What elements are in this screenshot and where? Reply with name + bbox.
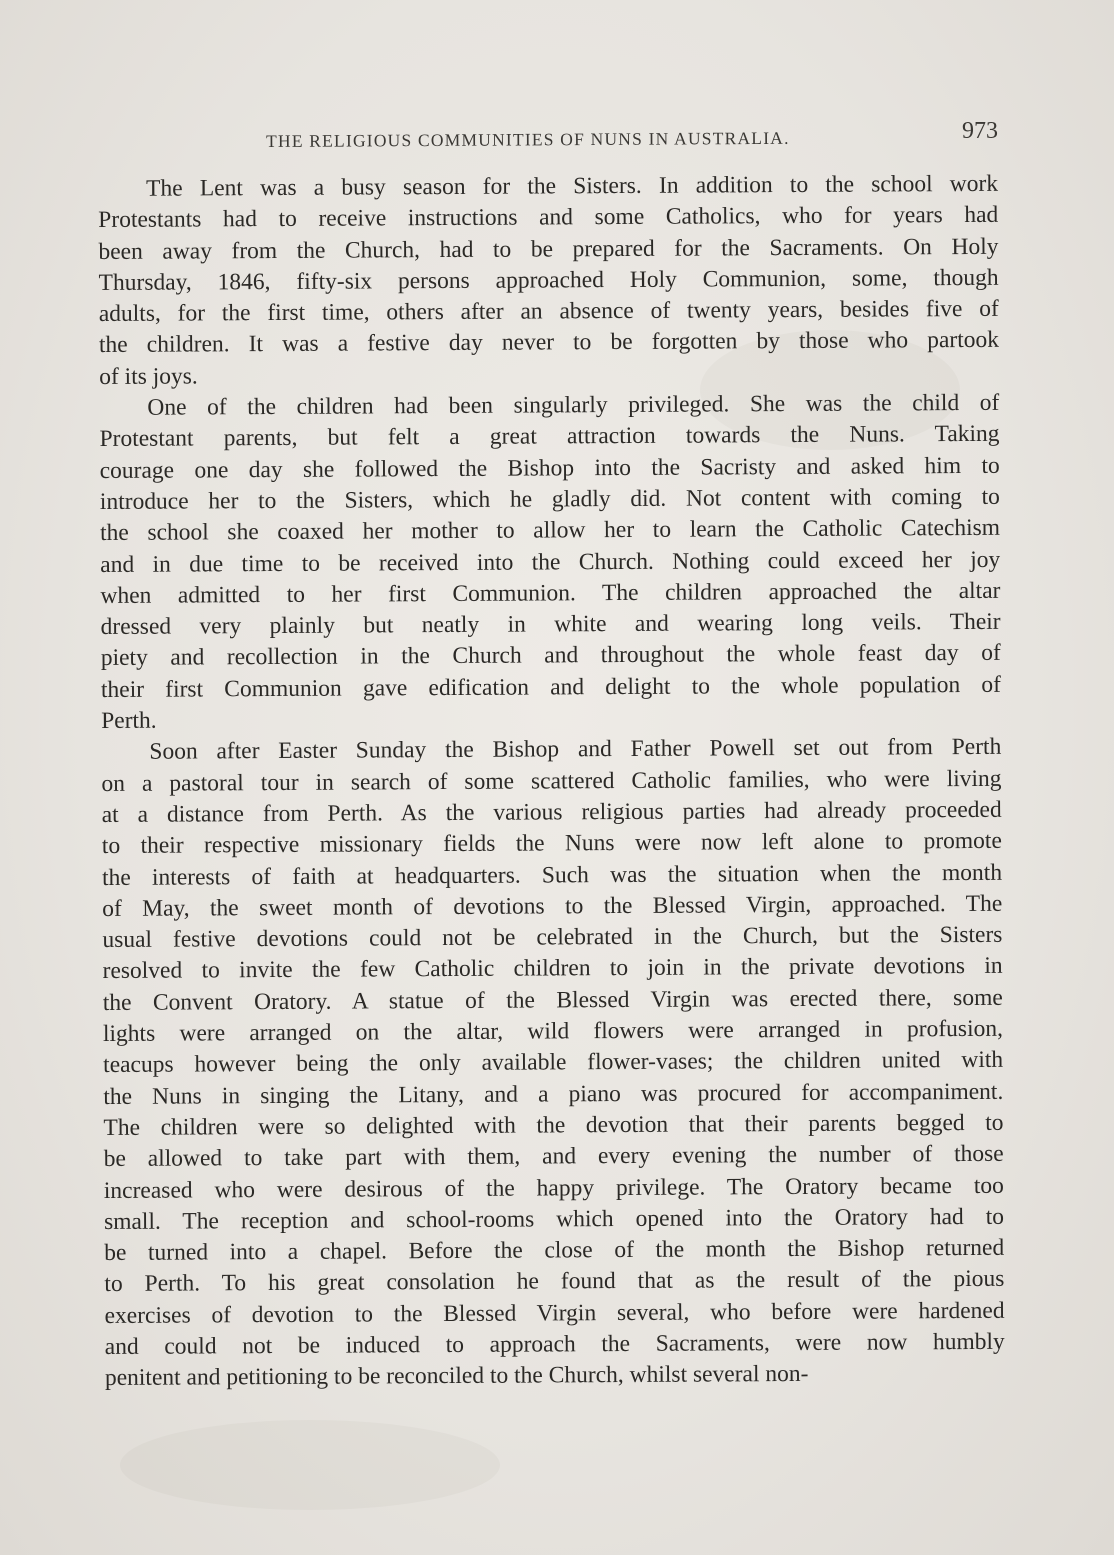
- text-line: adults, for the first time, others after an absence of twenty years, besides five of: [98, 296, 999, 328]
- text-line: penitent and petitioning to be reconciled to the Church, whilst several non-: [104, 1361, 809, 1392]
- text-line: the children. It was a festive day never to be forgotten by those who partook: [98, 327, 1000, 359]
- text-line: be allowed to take part with them, and every evening the number of those: [103, 1141, 1004, 1173]
- paragraph: [99, 388, 1001, 737]
- text-line: been away from the Church, had to be prepared for the Sacraments. On Holy: [98, 233, 999, 265]
- text-line: be turned into a chapel. Before the close of the month the Bishop returned: [104, 1234, 1005, 1267]
- text-line: usual festive devotions could not be celebrated in the Church, but the Sisters: [102, 921, 1003, 954]
- text-line: The children were so delighted with the devotion that their parents begged to: [103, 1109, 1004, 1141]
- text-line: to Perth. To his great consolation he found that as the result of the pious: [104, 1266, 1005, 1298]
- paragraph: [98, 169, 999, 393]
- text-line: the school she coaxed her mother to allow her to learn the Catholic Catechism: [99, 515, 1001, 547]
- text-line: Protestant parents, but felt a great attraction towards the Nuns. Taking: [99, 421, 1000, 453]
- text-line: One of the children had been singularly privileged. She was the child of: [147, 389, 1000, 421]
- text-line: on a pastoral tour in search of some scattered Catholic families, who were living: [101, 765, 1002, 797]
- text-line: piety and recollection in the Church and throughout the whole feast day of: [100, 640, 1001, 672]
- page-number: 973: [962, 118, 998, 144]
- paper-stain: [120, 1420, 500, 1510]
- paragraph: [101, 732, 1005, 1394]
- text-line: resolved to invite the few Catholic children to join in the private devotions in: [102, 953, 1003, 985]
- text-line: Thursday, 1846, fifty-six persons approached Holy Communion, some, though: [98, 264, 999, 296]
- text-line: Perth.: [101, 707, 157, 735]
- text-line: and in due time to be received into the Church. Nothing could exceed her joy: [100, 546, 1001, 578]
- text-line: of May, the sweet month of devotions to the Blessed Virgin, approached. The: [102, 890, 1003, 922]
- text-line: at a distance from Perth. As the various religious parties had already proceeded: [101, 796, 1002, 828]
- text-line: their first Communion gave edification and delight to the whole population of: [100, 671, 1002, 703]
- text-line: Protestants had to receive instructions and some Catholics, who for years had: [98, 202, 999, 234]
- text-line: and could not be induced to approach the Sacraments, were now humbly: [104, 1328, 1005, 1360]
- text-line: exercises of devotion to the Blessed Virgin several, who before were hardened: [104, 1297, 1005, 1329]
- text-line: the Nuns in singing the Litany, and a piano was procured for accompaniment.: [103, 1078, 1004, 1110]
- text-line: The Lent was a busy season for the Sisters. In addition to the school work: [146, 170, 999, 202]
- text-line: introduce her to the Sisters, which he gladly did. Not content with coming to: [99, 483, 1000, 515]
- text-line: when admitted to her first Communion. The children approached the altar: [100, 577, 1001, 609]
- running-title: THE RELIGIOUS COMMUNITIES OF NUNS IN AUSTRALIA.: [266, 127, 790, 151]
- text-line: increased who were desirous of the happy privilege. The Oratory became too: [103, 1172, 1004, 1204]
- text-line: the interests of faith at headquarters. Such was the situation when the month: [101, 859, 1003, 891]
- text-line: courage one day she followed the Bishop into the Sacristy and asked him to: [99, 452, 1000, 484]
- text-line: small. The reception and school-rooms which opened into the Oratory had to: [103, 1203, 1005, 1235]
- body-text: [98, 169, 1005, 1395]
- text-line: of its joys.: [99, 363, 198, 390]
- text-line: the Convent Oratory. A statue of the Blessed Virgin was erected there, some: [102, 984, 1003, 1016]
- text-line: lights were arranged on the altar, wild flowers were arranged in profusion,: [102, 1015, 1004, 1048]
- text-line: to their respective missionary fields the Nuns were now left alone to promote: [101, 828, 1002, 860]
- text-line: teacups however being the only available flower-vases; the children united with: [103, 1047, 1004, 1079]
- text-line: dressed very plainly but neatly in white and wearing long veils. Their: [100, 608, 1001, 641]
- text-line: Soon after Easter Sunday the Bishop and Father Powell set out from Perth: [149, 734, 1002, 766]
